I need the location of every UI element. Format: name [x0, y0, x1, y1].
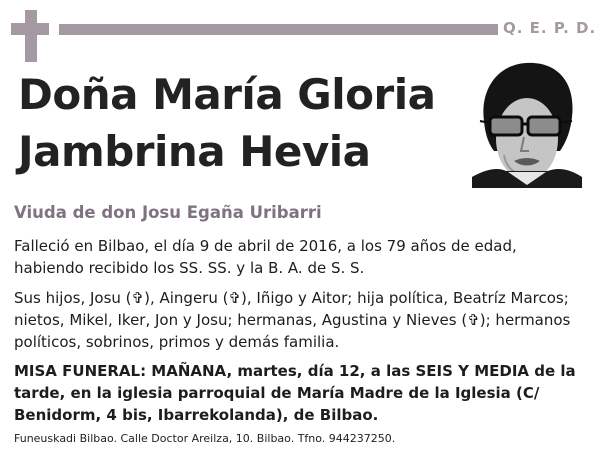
deceased-name — [18, 66, 468, 180]
qepd-label: Q. E. P. D. — [503, 19, 597, 37]
name-line-1: Doña María Gloria — [18, 70, 436, 119]
portrait-photo — [472, 59, 582, 188]
cross-icon-arm — [11, 23, 49, 35]
funeral-home-footer: Funeuskadi Bilbao. Calle Doctor Areilza, 10. Bilbao. Tfno. 944237250. — [14, 432, 396, 445]
header-divider — [59, 24, 498, 35]
death-notice: Falleció en Bilbao, el día 9 de abril de 2016, a los 79 años de edad, habiendo recibido los SS. SS. y la B. A. de S. S. — [14, 237, 517, 277]
cross-icon — [25, 10, 37, 62]
subtitle-widow-of: Viuda de don Josu Egaña Uribarri — [14, 203, 322, 222]
family-list: Sus hijos, Josu (✞), Aingeru (✞), Iñigo y Aitor; hija política, Beatríz Marcos; nietos, Mikel, Iker, Jon y Josu; hermanas, Agustina y Nieves (✞); hermanos políticos, sobrinos, primos y demás familia. — [14, 289, 571, 351]
name-line-2: Jambrina Hevia — [18, 127, 371, 176]
funeral-mass: MISA FUNERAL: MAÑANA, martes, día 12, a las SEIS Y MEDIA de la tarde, en la iglesia parroquial de María Madre de la Iglesia (C/ Benidorm, 4 bis, Ibarrekolanda), de Bilbao. — [14, 362, 576, 424]
